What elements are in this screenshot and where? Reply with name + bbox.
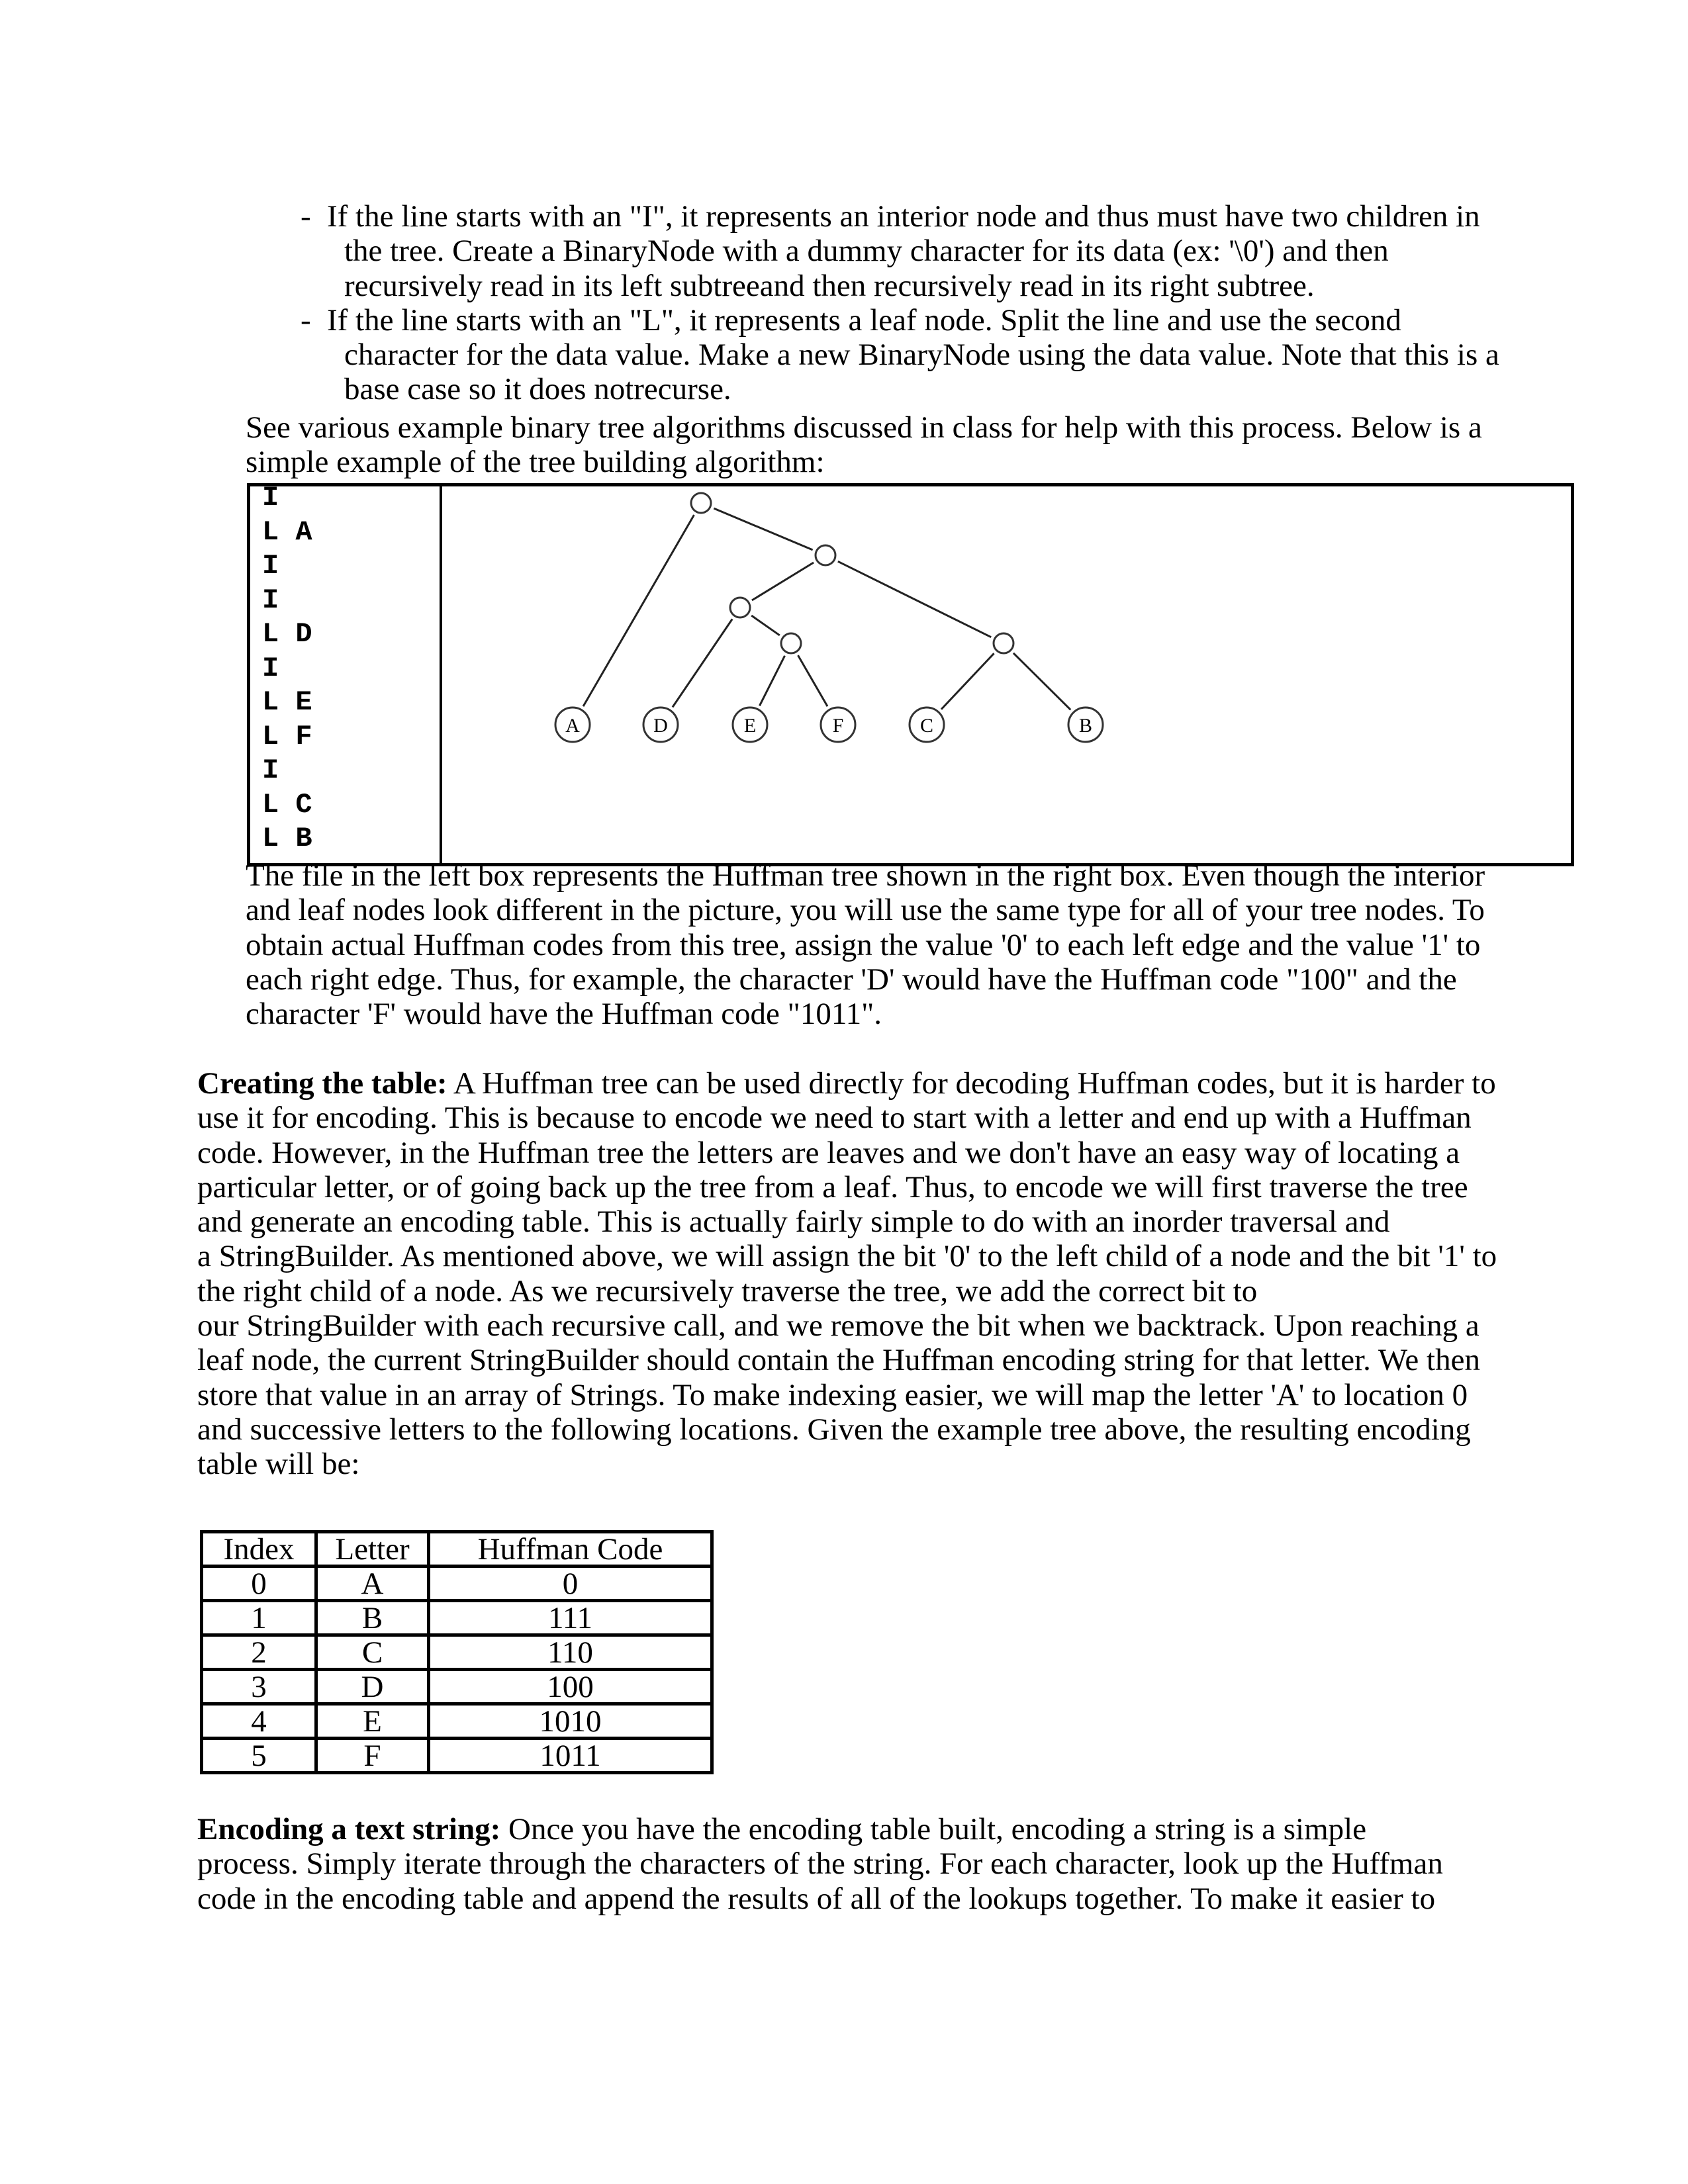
file-line: L F (262, 720, 312, 752)
table-cell: 0 (202, 1567, 316, 1601)
section-heading: Creating the table: (197, 1066, 447, 1101)
table-cell: 0 (429, 1567, 712, 1601)
table-cell: B (316, 1601, 429, 1635)
text-line: and leaf nodes look different in the picture, you will use the same type for all of your tree nodes. To (246, 893, 1485, 928)
table-cell: D (316, 1670, 429, 1704)
text-line: character 'F' would have the Huffman code "1011". (246, 997, 882, 1032)
text-run: A Huffman tree can be used directly for decoding Huffman codes, but it is harder to (447, 1066, 1496, 1101)
interior-node (691, 493, 711, 513)
table-cell: 5 (202, 1739, 316, 1773)
table-cell: A (316, 1567, 429, 1601)
table-row (202, 1739, 712, 1773)
section-heading: Encoding a text string: (197, 1812, 501, 1846)
encoding-table (200, 1530, 714, 1774)
encoding-paragraph (197, 1812, 1443, 1916)
leaf-node (910, 707, 944, 742)
table-cell: 1010 (429, 1704, 712, 1739)
tree-edge (714, 508, 812, 550)
table-cell: 111 (429, 1601, 712, 1635)
column-header: Letter (316, 1532, 429, 1567)
text-line: table will be: (197, 1447, 360, 1482)
text-line: base case so it does notrecurse. (344, 372, 731, 407)
text-line: obtain actual Huffman codes from this tree, assign the value '0' to each left edge and the value '1' to (246, 927, 1481, 962)
table-cell: 1 (202, 1601, 316, 1635)
table-header-row (202, 1532, 712, 1567)
interior-node (730, 598, 750, 617)
leaf-label: D (653, 715, 668, 737)
file-line: I (262, 652, 279, 684)
bullet-marker: - (301, 302, 311, 338)
interior-node (781, 633, 801, 653)
text-line: process. Simply iterate through the characters of the string. For each character, look up the Huffman (197, 1846, 1443, 1882)
text-line: See various example binary tree algorithms discussed in class for help with this process. Below is a (246, 410, 1482, 445)
text-line: recursively read in its left subtreeand then recursively read in its right subtree. (344, 268, 1315, 303)
tree-edge (751, 615, 780, 635)
text-line: If the line starts with an "I", it represents an interior node and thus must have two children in (327, 199, 1480, 234)
tree-edge (752, 563, 814, 600)
leaf-node (821, 707, 855, 742)
interior-node (994, 633, 1013, 653)
explanation-paragraph (246, 858, 1485, 1031)
table-row (202, 1567, 712, 1601)
table-cell: 110 (429, 1635, 712, 1670)
text-line: code in the encoding table and append the results of all of the lookups together. To make it easier to (197, 1881, 1436, 1916)
tree-edge (1013, 653, 1070, 710)
text-line: simple example of the tree building algorithm: (246, 445, 825, 480)
text-line: code. However, in the Huffman tree the letters are leaves and we don't have an easy way of locating a (197, 1135, 1460, 1170)
table-cell: 4 (202, 1704, 316, 1739)
text-line: use it for encoding. This is because to encode we need to start with a letter and end up with a Huffman (197, 1101, 1472, 1136)
column-header: Index (202, 1532, 316, 1567)
table-cell: 3 (202, 1670, 316, 1704)
table-cell: 100 (429, 1670, 712, 1704)
text-line: particular letter, or of going back up the tree from a leaf. Thus, to encode we will first traverse the tree (197, 1169, 1468, 1205)
text-line: character for the data value. Make a new BinaryNode using the data value. Note that this is a (344, 338, 1499, 373)
tree-edge (798, 655, 827, 706)
leaf-label: B (1078, 715, 1093, 737)
file-line: I (262, 584, 279, 616)
text-line: and generate an encoding table. This is actually fairly simple to do with an inorder traversal and (197, 1205, 1390, 1240)
leaf-node (1068, 707, 1103, 742)
creating-table-paragraph (197, 1066, 1497, 1482)
leaf-node (643, 707, 678, 742)
text-line: each right edge. Thus, for example, the character 'D' would have the Huffman code "100" and the (246, 962, 1457, 997)
table-cell: C (316, 1635, 429, 1670)
file-line: L A (262, 516, 312, 548)
leaf-label: F (832, 715, 844, 737)
file-line: I (262, 550, 279, 582)
text-line: the tree. Create a BinaryNode with a dummy character for its data (ex: '\0') and then (344, 234, 1389, 269)
tree-edge (673, 619, 732, 707)
tree-edge (583, 515, 694, 706)
file-line: L D (262, 618, 312, 650)
table-row (202, 1704, 712, 1739)
file-line: L B (262, 823, 312, 854)
text-line: leaf node, the current StringBuilder should contain the Huffman encoding string for that letter. We then (197, 1343, 1480, 1378)
text-line: the right child of a node. As we recursively traverse the tree, we add the correct bit to (197, 1273, 1258, 1308)
tree-edge (941, 653, 994, 709)
tree-edge (838, 561, 991, 637)
text-line: a StringBuilder. As mentioned above, we will assign the bit '0' to the left child of a node and the bit '1' to (197, 1239, 1497, 1274)
leaf-label: C (919, 715, 934, 737)
huffman-tree-diagram (0, 0, 1688, 927)
text-line: and successive letters to the following locations. Given the example tree above, the resulting encoding (197, 1412, 1471, 1447)
file-line: L C (262, 788, 312, 821)
leaf-label: A (565, 715, 580, 737)
table-row (202, 1635, 712, 1670)
leaf-node (733, 707, 767, 742)
leaf-node (555, 707, 590, 742)
text-line: store that value in an array of Strings. To make indexing easier, we will map the letter 'A' to location 0 (197, 1377, 1468, 1412)
tree-edge (759, 656, 784, 706)
file-line: L E (262, 686, 312, 718)
column-header: Huffman Code (429, 1532, 712, 1567)
leaf-label: E (743, 715, 757, 737)
table-cell: F (316, 1739, 429, 1773)
table-cell: E (316, 1704, 429, 1739)
file-line: I (262, 482, 279, 514)
text-line: The file in the left box represents the Huffman tree shown in the right box. Even though the interior (246, 858, 1485, 893)
table-row (202, 1601, 712, 1635)
text-run: Once you have the encoding table built, encoding a string is a simple (500, 1812, 1367, 1846)
table-cell: 2 (202, 1635, 316, 1670)
table-cell: 1011 (429, 1739, 712, 1773)
file-line: I (262, 754, 279, 786)
bullet-marker: - (301, 199, 311, 234)
text-line: If the line starts with an "L", it represents a leaf node. Split the line and use the second (327, 302, 1401, 338)
interior-node (816, 545, 835, 565)
table-row (202, 1670, 712, 1704)
text-line: our StringBuilder with each recursive call, and we remove the bit when we backtrack. Upon reaching a (197, 1308, 1479, 1343)
